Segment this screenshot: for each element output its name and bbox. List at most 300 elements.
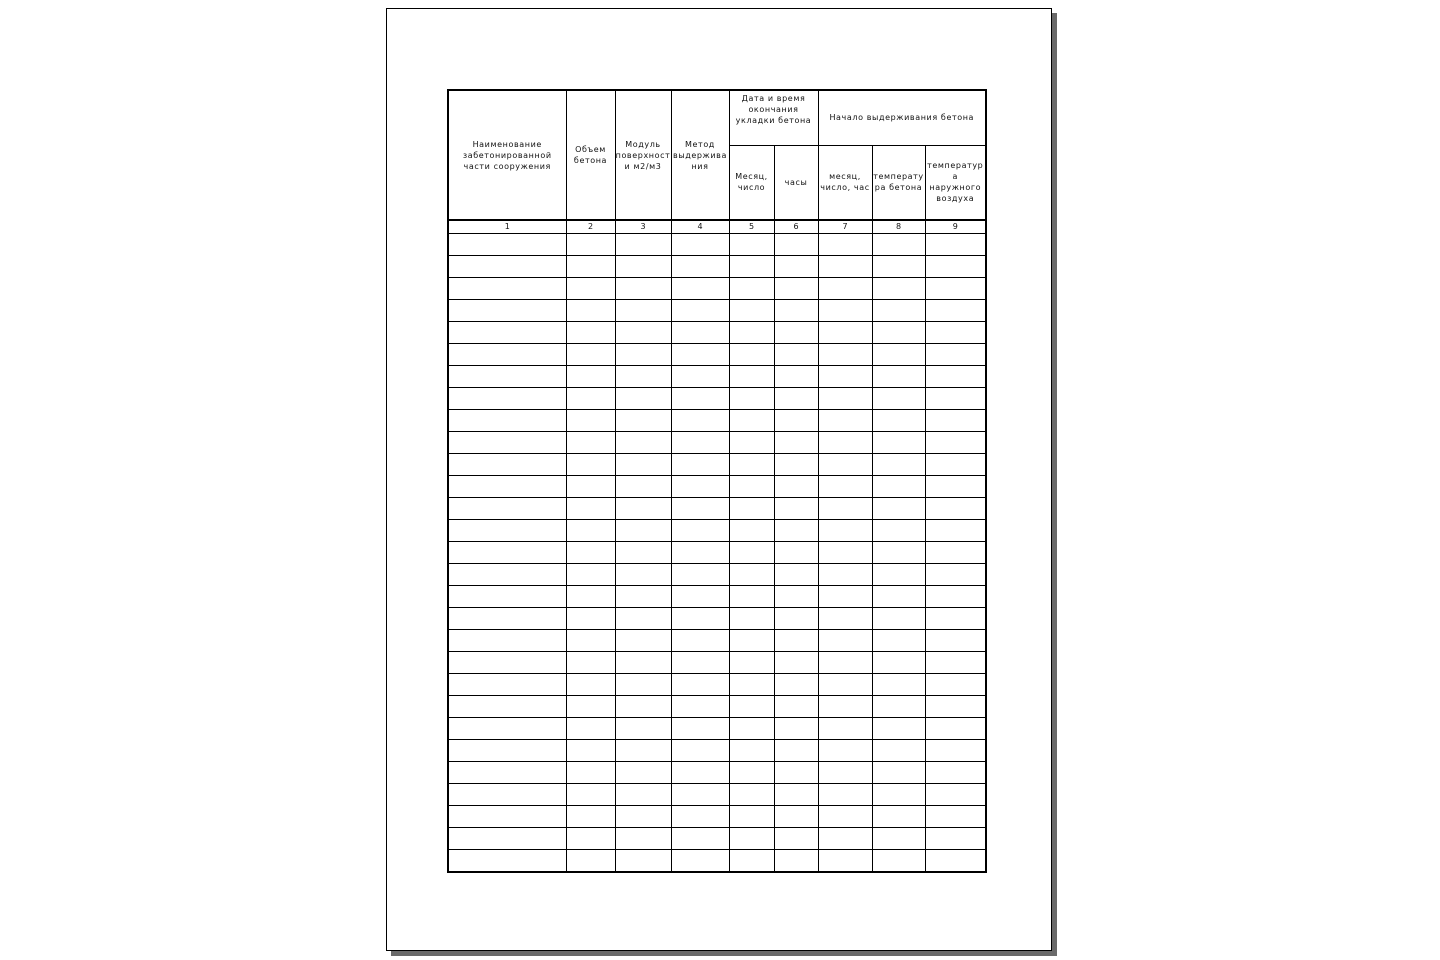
table-cell [448,322,566,344]
table-cell [925,674,986,696]
table-cell [872,740,925,762]
table-row [448,234,986,256]
table-row [448,564,986,586]
table-cell [872,564,925,586]
table-cell [566,564,615,586]
table-cell [729,850,774,873]
table-cell [615,652,671,674]
table-cell [448,344,566,366]
table-cell [566,388,615,410]
column-header-outdoor-temperature: температура наружного воздуха [925,145,986,220]
table-cell [615,784,671,806]
table-cell [925,454,986,476]
table-cell [566,586,615,608]
table-cell [671,564,729,586]
table-cell [671,476,729,498]
column-group-curing-start: Начало выдерживания бетона [818,90,986,145]
table-cell [671,366,729,388]
table-cell [671,520,729,542]
table-cell [566,674,615,696]
table-cell [774,366,818,388]
table-cell [566,784,615,806]
table-cell [729,718,774,740]
table-cell [872,718,925,740]
table-row [448,762,986,784]
table-cell [774,608,818,630]
table-cell [566,234,615,256]
table-cell [615,520,671,542]
table-cell [818,278,872,300]
table-cell [925,234,986,256]
table-cell [818,432,872,454]
table-cell [448,366,566,388]
table-cell [925,410,986,432]
table-cell [671,828,729,850]
table-row [448,696,986,718]
table-cell [818,630,872,652]
table-cell [729,696,774,718]
table-cell [729,454,774,476]
table-cell [566,300,615,322]
table-cell [615,322,671,344]
table-cell [729,806,774,828]
table-cell [448,476,566,498]
table-row [448,388,986,410]
table-row [448,674,986,696]
column-header-concrete-temperature: температура бетона [872,145,925,220]
table-cell [872,586,925,608]
table-cell [818,366,872,388]
table-cell [774,718,818,740]
table-row [448,784,986,806]
table-cell [872,476,925,498]
table-cell [615,564,671,586]
table-cell [615,498,671,520]
table-cell [671,300,729,322]
table-cell [671,762,729,784]
table-cell [729,388,774,410]
table-cell [925,696,986,718]
table-cell [774,850,818,873]
table-cell [615,366,671,388]
table-cell [671,322,729,344]
table-cell [566,520,615,542]
table-row [448,410,986,432]
table-cell [774,674,818,696]
column-number: 7 [818,220,872,234]
table-cell [872,850,925,873]
table-cell [818,674,872,696]
table-cell [729,476,774,498]
concrete-curing-journal-table [447,89,987,873]
table-cell [872,762,925,784]
column-header-curing-method: Метод выдерживания [671,90,729,220]
table-cell [671,410,729,432]
table-cell [671,608,729,630]
table-cell [671,718,729,740]
table-cell [872,806,925,828]
column-group-placement-end: Дата и время окончания укладки бетона [729,90,818,145]
table-cell [818,850,872,873]
table-cell [448,278,566,300]
column-number: 9 [925,220,986,234]
table-cell [671,586,729,608]
table-cell [818,520,872,542]
table-cell [671,696,729,718]
table-cell [925,652,986,674]
table-cell [925,828,986,850]
table-cell [615,586,671,608]
table-cell [729,520,774,542]
table-cell [729,366,774,388]
table-cell [872,388,925,410]
table-cell [566,432,615,454]
table-cell [448,652,566,674]
table-cell [448,234,566,256]
table-cell [615,454,671,476]
table-cell [774,630,818,652]
table-cell [774,762,818,784]
table-cell [729,652,774,674]
table-cell [818,388,872,410]
table-cell [448,586,566,608]
table-cell [448,674,566,696]
table-cell [615,234,671,256]
table-cell [671,630,729,652]
table-cell [671,344,729,366]
column-number: 4 [671,220,729,234]
table-cell [566,806,615,828]
table-cell [671,806,729,828]
table-cell [615,718,671,740]
table-cell [872,366,925,388]
column-number: 8 [872,220,925,234]
table-cell [729,410,774,432]
table-cell [566,740,615,762]
table-cell [774,806,818,828]
table-cell [872,322,925,344]
table-cell [774,476,818,498]
table-cell [872,432,925,454]
table-row [448,366,986,388]
table-cell [671,234,729,256]
table-cell [671,850,729,873]
table-cell [818,608,872,630]
table-cell [448,300,566,322]
table-cell [872,300,925,322]
table-cell [448,410,566,432]
table-cell [448,520,566,542]
table-cell [818,696,872,718]
table-cell [774,322,818,344]
table-cell [448,542,566,564]
table-cell [818,454,872,476]
table-cell [925,718,986,740]
table-cell [729,564,774,586]
table-cell [671,454,729,476]
table-cell [774,344,818,366]
table-cell [615,278,671,300]
column-header-month-day: Месяц, число [729,145,774,220]
table-cell [566,476,615,498]
table-row [448,740,986,762]
table-cell [448,850,566,873]
table-cell [872,608,925,630]
table-cell [872,498,925,520]
table-cell [774,586,818,608]
table-cell [818,542,872,564]
table-cell [566,454,615,476]
table-cell [925,850,986,873]
table-cell [774,784,818,806]
table-row [448,850,986,873]
table-cell [615,608,671,630]
table-cell [925,784,986,806]
table-body [448,234,986,873]
column-header-hours: часы [774,145,818,220]
table-cell [566,850,615,873]
table-cell [448,256,566,278]
table-cell [925,278,986,300]
table-cell [615,806,671,828]
table-cell [566,498,615,520]
table-cell [448,498,566,520]
table-cell [671,498,729,520]
table-row [448,520,986,542]
table-cell [566,322,615,344]
table-row [448,542,986,564]
table-row [448,828,986,850]
table-cell [872,234,925,256]
column-header-name: Наименование забетонированной части сооружения [448,90,566,220]
table-cell [872,696,925,718]
document-page [386,8,1052,951]
table-row [448,498,986,520]
table-cell [615,542,671,564]
table-cell [818,652,872,674]
table-cell [448,806,566,828]
table-cell [729,234,774,256]
table-cell [671,432,729,454]
table-cell [566,718,615,740]
table-cell [774,256,818,278]
table-cell [925,520,986,542]
table-row [448,322,986,344]
table-cell [448,564,566,586]
table-cell [872,278,925,300]
table-cell [925,498,986,520]
table-cell [774,696,818,718]
table-cell [925,432,986,454]
table-cell [729,344,774,366]
table-row [448,256,986,278]
table-cell [566,630,615,652]
column-header-month-day-hour: месяц, число, час [818,145,872,220]
table-cell [566,542,615,564]
column-number-row [448,220,986,234]
table-cell [615,850,671,873]
table-row [448,806,986,828]
table-row [448,344,986,366]
table-cell [818,256,872,278]
table-cell [774,498,818,520]
table-cell [872,410,925,432]
table-cell [566,652,615,674]
table-cell [615,630,671,652]
table-row [448,652,986,674]
table-cell [818,498,872,520]
table-cell [448,432,566,454]
table-cell [671,740,729,762]
table-cell [872,542,925,564]
table-cell [818,234,872,256]
table-cell [448,608,566,630]
table-cell [925,542,986,564]
table-cell [818,784,872,806]
table-cell [448,630,566,652]
table-cell [448,388,566,410]
table-cell [774,828,818,850]
table-cell [872,630,925,652]
table-cell [774,652,818,674]
table-cell [872,828,925,850]
table-cell [729,674,774,696]
table-cell [729,586,774,608]
table-cell [925,476,986,498]
table-cell [729,630,774,652]
table-cell [818,564,872,586]
table-cell [729,256,774,278]
table-cell [729,740,774,762]
table-cell [671,256,729,278]
table-cell [774,520,818,542]
table-cell [448,454,566,476]
table-cell [872,652,925,674]
table-cell [566,828,615,850]
table-cell [925,344,986,366]
table-cell [729,542,774,564]
table-cell [774,388,818,410]
table-cell [872,674,925,696]
table-cell [615,432,671,454]
table-cell [729,762,774,784]
table-cell [818,410,872,432]
table-cell [774,564,818,586]
table-cell [729,322,774,344]
table-cell [872,344,925,366]
table-cell [729,432,774,454]
table-cell [818,300,872,322]
table-cell [566,344,615,366]
table-cell [818,828,872,850]
table-cell [774,432,818,454]
column-number: 6 [774,220,818,234]
table-cell [818,322,872,344]
column-number: 2 [566,220,615,234]
table-cell [448,718,566,740]
table-row [448,586,986,608]
column-number: 5 [729,220,774,234]
table-cell [729,784,774,806]
table-cell [615,740,671,762]
table-cell [729,608,774,630]
table-cell [925,806,986,828]
table-cell [774,300,818,322]
table-row [448,300,986,322]
table-row [448,432,986,454]
table-cell [615,256,671,278]
table-row [448,718,986,740]
table-cell [925,608,986,630]
table-cell [925,300,986,322]
table-cell [615,344,671,366]
table-cell [671,674,729,696]
table-cell [774,542,818,564]
table-cell [925,322,986,344]
table-cell [818,806,872,828]
table-cell [448,762,566,784]
column-number: 3 [615,220,671,234]
table-cell [671,388,729,410]
table-cell [448,696,566,718]
table-cell [818,476,872,498]
table-cell [671,542,729,564]
table-cell [448,784,566,806]
table-cell [729,300,774,322]
table-cell [872,784,925,806]
table-cell [566,410,615,432]
table-cell [566,256,615,278]
table-cell [872,256,925,278]
table-cell [925,586,986,608]
table-row [448,608,986,630]
table-cell [671,652,729,674]
table-cell [818,586,872,608]
table-cell [615,828,671,850]
table-cell [818,740,872,762]
table-cell [818,344,872,366]
header-row-top [448,90,986,145]
table-row [448,278,986,300]
table-cell [925,388,986,410]
table-cell [925,564,986,586]
table-cell [615,410,671,432]
table-cell [566,762,615,784]
table-cell [615,388,671,410]
table-cell [566,278,615,300]
table-cell [729,278,774,300]
column-header-surface-modulus: Модуль поверхности м2/м3 [615,90,671,220]
table-cell [615,696,671,718]
table-cell [774,234,818,256]
table-cell [818,718,872,740]
table-cell [925,762,986,784]
table-cell [566,366,615,388]
table-cell [925,366,986,388]
table-cell [925,256,986,278]
table-cell [872,520,925,542]
table-cell [872,454,925,476]
table-cell [615,476,671,498]
table-cell [925,740,986,762]
table-cell [729,828,774,850]
table-row [448,630,986,652]
table-cell [448,828,566,850]
table-cell [615,674,671,696]
table-cell [671,278,729,300]
table-cell [615,300,671,322]
table-cell [774,410,818,432]
